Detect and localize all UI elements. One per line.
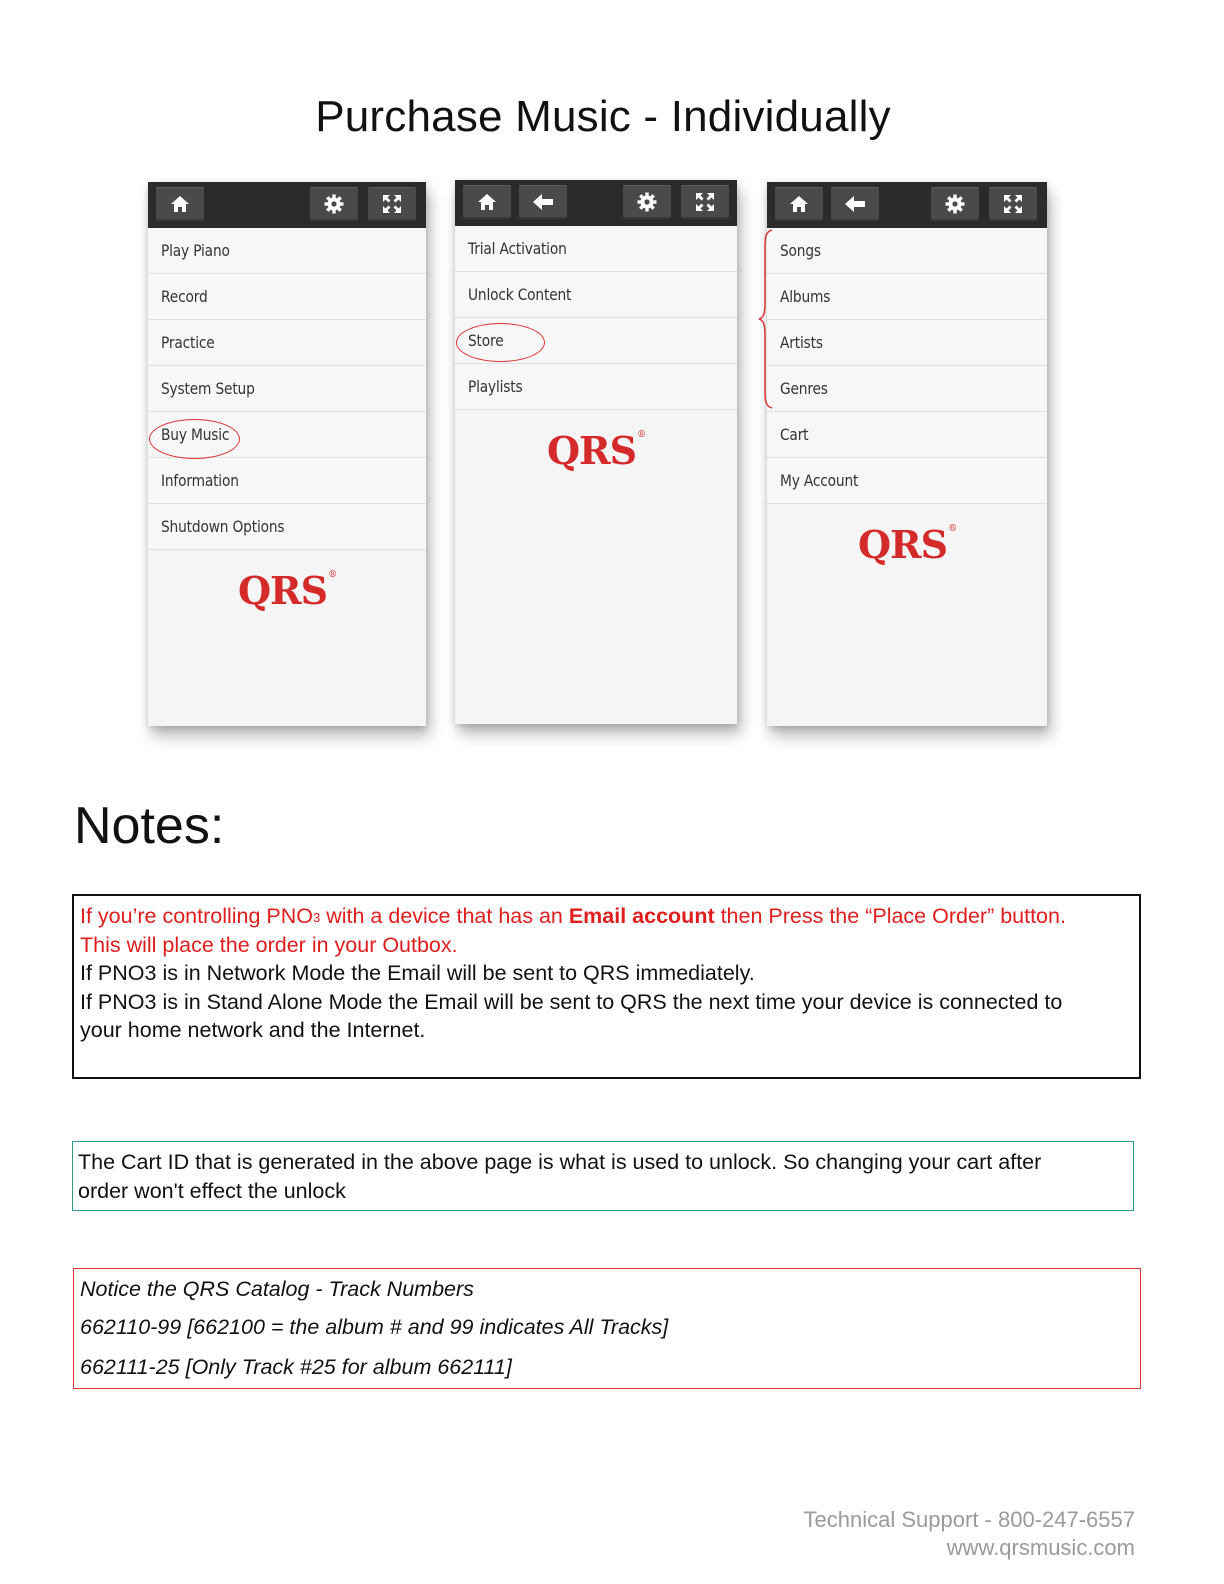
note-cart-id xyxy=(72,1141,1134,1211)
menu-item-artists[interactable]: Artists xyxy=(767,320,1047,366)
website-link[interactable]: www.qrsmusic.com xyxy=(946,1535,1135,1560)
menu-item-play-piano[interactable]: Play Piano xyxy=(148,228,426,274)
fullscreen-icon xyxy=(1003,194,1023,214)
note-email-order xyxy=(72,894,1141,1079)
fullscreen-icon xyxy=(382,194,402,214)
main-menu-panel xyxy=(148,182,426,726)
home-icon xyxy=(170,195,190,213)
menu-item-cart[interactable]: Cart xyxy=(767,412,1047,458)
gear-icon xyxy=(637,192,657,212)
note-line: If PNO3 is in Network Mode the Email will be sent to QRS immediately. xyxy=(80,961,755,985)
note-line: If you’re controlling PNO$^3$ with a device that has an Email account then Press the “Place Order” button. xyxy=(80,904,1066,928)
qrs-logo: QRS® xyxy=(546,428,646,473)
note-line: your home network and the Internet. xyxy=(80,1018,426,1042)
toolbar xyxy=(455,180,737,226)
fullscreen-icon xyxy=(695,192,715,212)
note-line: The Cart ID that is generated in the above page is what is used to unlock. So changing your cart after xyxy=(78,1150,1042,1174)
menu-item-playlists[interactable]: Playlists xyxy=(455,364,737,410)
qrs-logo: QRS® xyxy=(237,568,337,613)
back-arrow-icon xyxy=(844,195,866,213)
bracket-annotation xyxy=(756,228,776,410)
gear-icon xyxy=(945,194,965,214)
buy-music-panel xyxy=(455,180,737,724)
footer xyxy=(804,1506,1135,1562)
notes-heading: Notes: xyxy=(74,797,225,855)
fullscreen-button[interactable] xyxy=(368,187,416,221)
store-menu xyxy=(767,228,1047,504)
menu-item-record[interactable]: Record xyxy=(148,274,426,320)
menu-item-system-setup[interactable]: System Setup xyxy=(148,366,426,412)
settings-button[interactable] xyxy=(623,185,671,219)
store-panel xyxy=(767,182,1047,726)
note-catalog-track-numbers xyxy=(73,1268,1141,1389)
gear-icon xyxy=(324,194,344,214)
back-button[interactable] xyxy=(519,185,567,219)
page-title: Purchase Music - Individually xyxy=(315,92,891,141)
menu-item-unlock-content[interactable]: Unlock Content xyxy=(455,272,737,318)
home-icon xyxy=(477,193,497,211)
support-phone: Technical Support - 800-247-6557 xyxy=(803,1507,1135,1532)
menu-item-buy-music[interactable]: Buy Music xyxy=(148,412,426,458)
note-line: Notice the QRS Catalog - Track Numbers xyxy=(80,1277,474,1301)
note-line: order won't effect the unlock xyxy=(78,1178,346,1203)
fullscreen-button[interactable] xyxy=(681,185,729,219)
main-menu xyxy=(148,228,426,550)
toolbar xyxy=(767,182,1047,228)
menu-item-genres[interactable]: Genres xyxy=(767,366,1047,412)
back-arrow-icon xyxy=(532,193,554,211)
qrs-logo: QRS® xyxy=(857,522,957,567)
note-line: 662111-25 [Only Track #25 for album 662111] xyxy=(80,1355,512,1379)
back-button[interactable] xyxy=(831,187,879,221)
note-line: If PNO3 is in Stand Alone Mode the Email will be sent to QRS the next time your device is connected to xyxy=(80,989,1063,1014)
home-icon xyxy=(789,195,809,213)
home-button[interactable] xyxy=(463,185,511,219)
settings-button[interactable] xyxy=(310,187,358,221)
menu-item-trial-activation[interactable]: Trial Activation xyxy=(455,226,737,272)
menu-item-my-account[interactable]: My Account xyxy=(767,458,1047,504)
fullscreen-button[interactable] xyxy=(989,187,1037,221)
menu-item-songs[interactable]: Songs xyxy=(767,228,1047,274)
menu-item-information[interactable]: Information xyxy=(148,458,426,504)
menu-item-store[interactable]: Store xyxy=(455,318,737,364)
menu-item-shutdown-options[interactable]: Shutdown Options xyxy=(148,504,426,550)
toolbar xyxy=(148,182,426,228)
note-line: 662110-99 [662100 = the album # and 99 indicates All Tracks] xyxy=(80,1315,669,1339)
buy-music-menu xyxy=(455,226,737,410)
home-button[interactable] xyxy=(156,187,204,221)
home-button[interactable] xyxy=(775,187,823,221)
settings-button[interactable] xyxy=(931,187,979,221)
menu-item-albums[interactable]: Albums xyxy=(767,274,1047,320)
note-line: This will place the order in your Outbox. xyxy=(80,932,458,957)
menu-item-practice[interactable]: Practice xyxy=(148,320,426,366)
